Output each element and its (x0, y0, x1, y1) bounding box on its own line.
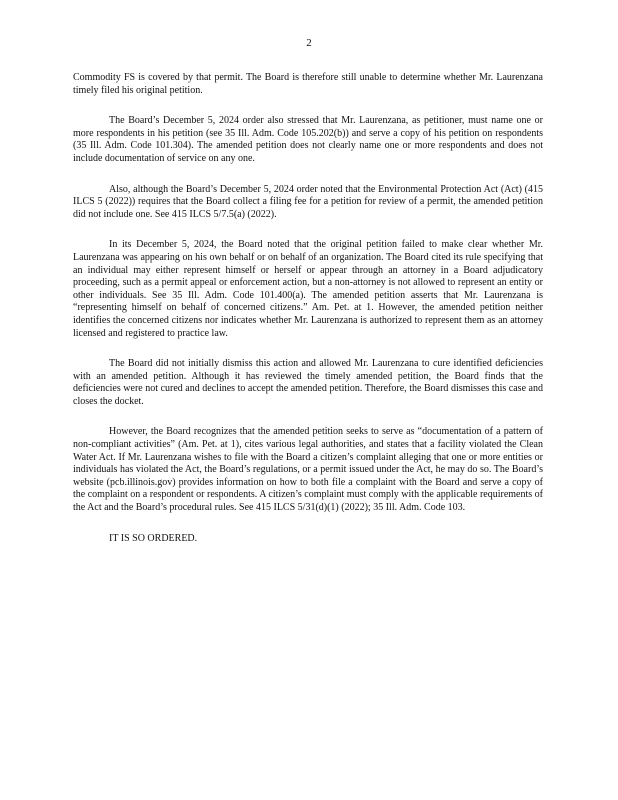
paragraph-text: However, the Board recognizes that the amended petition seeks to serve as “documentation of a pattern of non-compliant activities” (Am. Pet. at 1), cites various legal authorities, and states that a facility violated the Clean Water Act. If Mr. Laurenzana wishes to file with the Board a citizen’s complaint alleging that one or more entities or individuals has violated the Act, the Board’s regulations, or a permit issued under the Act, he may do so. The Board’s website (pcb.illinois.gov) provides information on how to both file a complaint with the Board and serve a copy of the complaint on a respondent or respondents. A citizen’s complaint must comply with the applicable requirements of the Act and the Board’s procedural rules. See 415 ILCS 5/31(d)(1) (2022); 35 Ill. Adm. Code 103. (73, 426, 543, 514)
paragraph-6 (73, 426, 543, 514)
paragraph-2 (73, 115, 543, 165)
paragraph-1 (73, 72, 543, 97)
paragraph-text: The Board’s December 5, 2024 order also stressed that Mr. Laurenzana, as petitioner, must name one or more respondents in his petition (see 35 Ill. Adm. Code 105.202(b)) and serve a copy of his petition on respondents (35 Ill. Adm. Code 101.304). The amended petition does not clearly name one or more respondents and does not include documentation of service on any one. (73, 115, 543, 164)
paragraph-text: The Board did not initially dismiss this action and allowed Mr. Laurenzana to cure identified deficiencies with an amended petition. Although it has reviewed the timely amended petition, the Board finds that the deficiencies were not cured and declines to accept the amended petition. Therefore, the Board dismisses this case and closes the docket. (73, 358, 543, 407)
paragraph-text: Commodity FS is covered by that permit. The Board is therefore still unable to determine whether Mr. Laurenzana timely filed his original petition. (73, 72, 543, 96)
paragraph-3 (73, 184, 543, 222)
paragraph-5 (73, 358, 543, 408)
page-number: 2 (306, 37, 312, 49)
order-body (73, 72, 543, 545)
paragraph-4 (73, 239, 543, 340)
paragraph-text: In its December 5, 2024, the Board noted that the original petition failed to make clear whether Mr. Laurenzana was appearing on his own behalf or on behalf of an organization. The Board cited its rule specifying that an individual may either represent himself or herself or appear through an attorney in a Board adjudicatory proceeding, such as a permit appeal or enforcement action, but a non-attorney is not allowed to represent an entity or other individuals. See 35 Ill. Adm. Code 101.400(a). The amended petition asserts that Mr. Laurenzana is “representing himself on behalf of concerned citizens.” Am. Pet. at 1. However, the amended petition neither identifies the concerned citizens nor indicates whether Mr. Laurenzana is authorized to represent them as an attorney licensed and registered to practice law. (73, 239, 543, 339)
closing-statement: IT IS SO ORDERED. (109, 532, 198, 544)
paragraph-text: Also, although the Board’s December 5, 2024 order noted that the Environmental Protection Act (Act) (415 ILCS 5 (2022)) requires that the Board collect a filing fee for a petition for review of a permit, the amended petition did not include one. See 415 ILCS 5/7.5(a) (2022). (73, 183, 543, 220)
